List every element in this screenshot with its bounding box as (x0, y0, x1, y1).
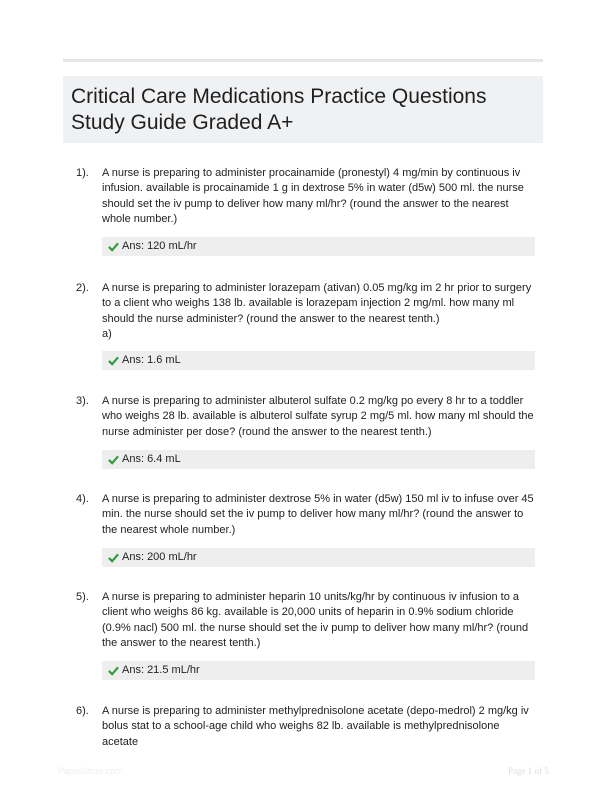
answer-text: Ans: 1.6 mL (122, 354, 181, 366)
answer-box (102, 661, 535, 680)
checkmark-icon (108, 241, 119, 252)
question-number: 3). (76, 395, 89, 407)
checkmark-icon (108, 552, 119, 563)
question-text (102, 281, 538, 342)
title-banner (63, 76, 543, 143)
answer-box (102, 548, 535, 567)
question-text: A nurse is preparing to administer methylprednisolone acetate (depo-medrol) 2 mg/kg iv bolus stat to a school-age child who weighs 82 lb. available is methylprednisolone acetate (102, 705, 529, 748)
answer-box (102, 237, 535, 256)
question-number: 6). (76, 705, 89, 717)
page-indicator: Page 1 of 5 (508, 766, 549, 776)
question-body: A nurse is preparing to administer lorazepam (ativan) 0.05 mg/kg im 2 hr prior to surgery to a client who weighs 138 lb. available is lorazepam injection 2 mg/ml. how many ml should the nurse administer? (round the answer to the nearest tenth.) (102, 282, 532, 325)
answer-box (102, 450, 535, 469)
checkmark-icon (108, 355, 119, 366)
question-number: 4). (76, 493, 89, 505)
top-divider (63, 59, 543, 62)
question-subtext: a) (102, 327, 112, 340)
question-text: A nurse is preparing to administer dextrose 5% in water (d5w) 150 ml iv to infuse over 45 min. the nurse should set the iv pump to deliver how many ml/hr? (round the answer to the nearest whole number.) (102, 493, 534, 536)
footer-watermark: PaperStore.com (58, 766, 124, 776)
question-number: 2). (76, 282, 89, 294)
answer-text: Ans: 21.5 mL/hr (122, 664, 200, 676)
question-text: A nurse is preparing to administer heparin 10 units/kg/hr by continuous iv infusion to a client who weighs 86 kg. available is 20,000 units of heparin in 0.9% sodium chloride (0.9% nacl) 500 ml. the nurse should set the iv pump to deliver how many ml/hr? (round the answer to the nearest tenth.) (102, 591, 529, 649)
document-title: Critical Care Medications Practice Questions Study Guide Graded A+ (71, 85, 487, 134)
answer-text: Ans: 120 mL/hr (122, 240, 197, 252)
question-number: 5). (76, 591, 89, 603)
answer-text: Ans: 200 mL/hr (122, 551, 197, 563)
question-text: A nurse is preparing to administer procainamide (pronestyl) 4 mg/min by continuous iv infusion. available is procainamide 1 g in dextrose 5% in water (d5w) 500 ml. the nurse should set the iv pump to deliver how many ml/hr? (round the answer to the nearest whole number.) (102, 167, 524, 225)
question-text: A nurse is preparing to administer albuterol sulfate 0.2 mg/kg po every 8 hr to a toddler who weighs 28 lb. available is albuterol sulfate syrup 2 mg/5 ml. how many ml should the nurse administer per dose? (round the answer to the nearest tenth.) (102, 395, 534, 438)
checkmark-icon (108, 454, 119, 465)
checkmark-icon (108, 665, 119, 676)
question-number: 1). (76, 167, 89, 179)
answer-box (102, 351, 535, 370)
answer-text: Ans: 6.4 mL (122, 453, 181, 465)
